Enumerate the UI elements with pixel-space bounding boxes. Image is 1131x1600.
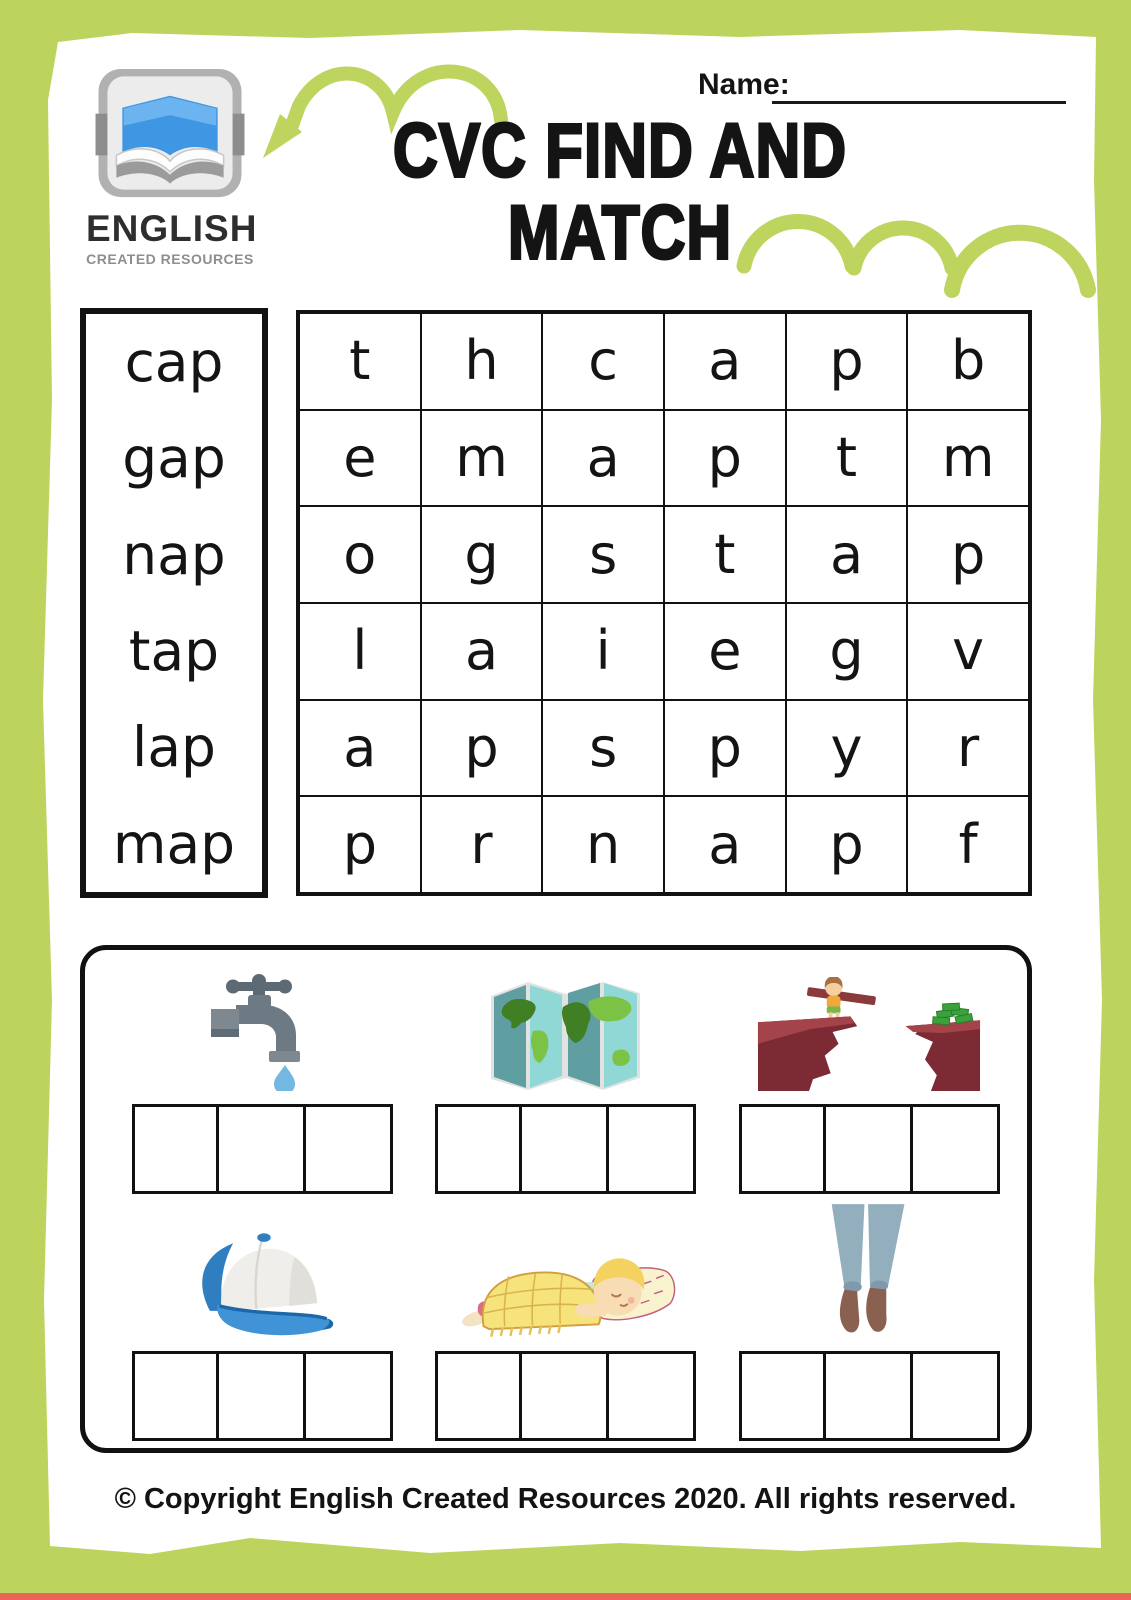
match-item-nap <box>414 1199 717 1446</box>
word-item: cap <box>124 330 224 395</box>
letter-box[interactable] <box>435 1104 522 1194</box>
letter-box[interactable] <box>132 1104 219 1194</box>
grid-cell[interactable]: r <box>421 796 543 893</box>
grid-cell[interactable]: g <box>421 506 543 603</box>
letter-box[interactable] <box>522 1351 609 1441</box>
napping-child-icon <box>451 1234 681 1338</box>
letter-box[interactable] <box>219 1104 306 1194</box>
letter-box[interactable] <box>609 1351 696 1441</box>
grid-cell[interactable]: r <box>907 700 1029 797</box>
match-item-lap <box>718 1199 1021 1446</box>
letter-boxes <box>739 1351 1000 1441</box>
grid-cell[interactable]: o <box>299 506 421 603</box>
open-book-icon <box>95 66 245 206</box>
grid-cell[interactable]: p <box>299 796 421 893</box>
word-item: map <box>112 811 236 876</box>
word-item: tap <box>128 619 220 684</box>
grid-cell[interactable]: m <box>421 410 543 507</box>
grid-cell[interactable]: i <box>542 603 664 700</box>
grid-cell[interactable]: p <box>664 700 786 797</box>
baseball-cap-icon <box>181 1222 345 1338</box>
grid-cell[interactable]: a <box>299 700 421 797</box>
match-item-cap <box>111 1199 414 1446</box>
logo-subtitle: CREATED RESOURCES <box>86 251 254 267</box>
grid-cell[interactable]: n <box>542 796 664 893</box>
word-list <box>80 308 268 898</box>
grid-cell[interactable]: a <box>542 410 664 507</box>
grid-cell[interactable]: s <box>542 700 664 797</box>
letter-box[interactable] <box>609 1104 696 1194</box>
grid-cell[interactable]: s <box>542 506 664 603</box>
letter-box[interactable] <box>739 1351 826 1441</box>
letter-box[interactable] <box>739 1104 826 1194</box>
grid-cell[interactable]: g <box>786 603 908 700</box>
match-item-map <box>414 952 717 1199</box>
word-item: lap <box>132 715 216 780</box>
grid-cell[interactable]: h <box>421 313 543 410</box>
letter-boxes <box>435 1351 696 1441</box>
letter-box[interactable] <box>435 1351 522 1441</box>
letter-boxes <box>132 1351 393 1441</box>
grid-cell[interactable]: a <box>421 603 543 700</box>
logo-title: ENGLISH <box>86 208 258 249</box>
grid-cell[interactable]: m <box>907 410 1029 507</box>
letter-box[interactable] <box>132 1351 219 1441</box>
grid-cell[interactable]: t <box>786 410 908 507</box>
lap-legs-icon <box>819 1202 919 1338</box>
grid-cell[interactable]: a <box>786 506 908 603</box>
grid-cell[interactable]: p <box>907 506 1029 603</box>
grid-cell[interactable]: f <box>907 796 1029 893</box>
letter-box[interactable] <box>826 1351 913 1441</box>
letter-box[interactable] <box>913 1104 1000 1194</box>
word-item: gap <box>122 426 226 491</box>
grid-cell[interactable]: e <box>299 410 421 507</box>
match-item-tap <box>111 952 414 1199</box>
grid-cell[interactable]: a <box>664 313 786 410</box>
letter-boxes <box>435 1104 696 1194</box>
letter-box[interactable] <box>913 1351 1000 1441</box>
name-input-line[interactable] <box>772 101 1066 104</box>
letter-box[interactable] <box>219 1351 306 1441</box>
grid-cell[interactable]: p <box>786 796 908 893</box>
letter-boxes <box>739 1104 1000 1194</box>
grid-cell[interactable]: p <box>786 313 908 410</box>
cliff-gap-icon <box>756 977 982 1091</box>
logo <box>86 66 258 267</box>
grid-cell[interactable]: p <box>421 700 543 797</box>
copyright-text: © Copyright English Created Resources 2020. All rights reserved. <box>114 1483 1017 1515</box>
world-map-icon <box>490 979 642 1091</box>
letter-box[interactable] <box>306 1104 393 1194</box>
match-panel <box>80 945 1032 1453</box>
letter-grid <box>296 310 1032 896</box>
grid-cell[interactable]: y <box>786 700 908 797</box>
bottom-accent-strip <box>0 1593 1131 1600</box>
page-title-line2: MATCH <box>507 191 733 276</box>
tap-faucet-icon <box>202 973 324 1091</box>
word-item: nap <box>122 522 226 587</box>
letter-boxes <box>132 1104 393 1194</box>
name-label: Name: <box>698 68 790 101</box>
grid-cell[interactable]: b <box>907 313 1029 410</box>
grid-cell[interactable]: v <box>907 603 1029 700</box>
match-item-gap <box>718 952 1021 1199</box>
grid-cell[interactable]: p <box>664 410 786 507</box>
page-title-line1: CVC FIND AND <box>392 109 848 194</box>
grid-cell[interactable]: c <box>542 313 664 410</box>
letter-box[interactable] <box>306 1351 393 1441</box>
grid-cell[interactable]: e <box>664 603 786 700</box>
grid-cell[interactable]: a <box>664 796 786 893</box>
letter-box[interactable] <box>826 1104 913 1194</box>
grid-cell[interactable]: t <box>299 313 421 410</box>
grid-cell[interactable]: l <box>299 603 421 700</box>
grid-cell[interactable]: t <box>664 506 786 603</box>
letter-box[interactable] <box>522 1104 609 1194</box>
